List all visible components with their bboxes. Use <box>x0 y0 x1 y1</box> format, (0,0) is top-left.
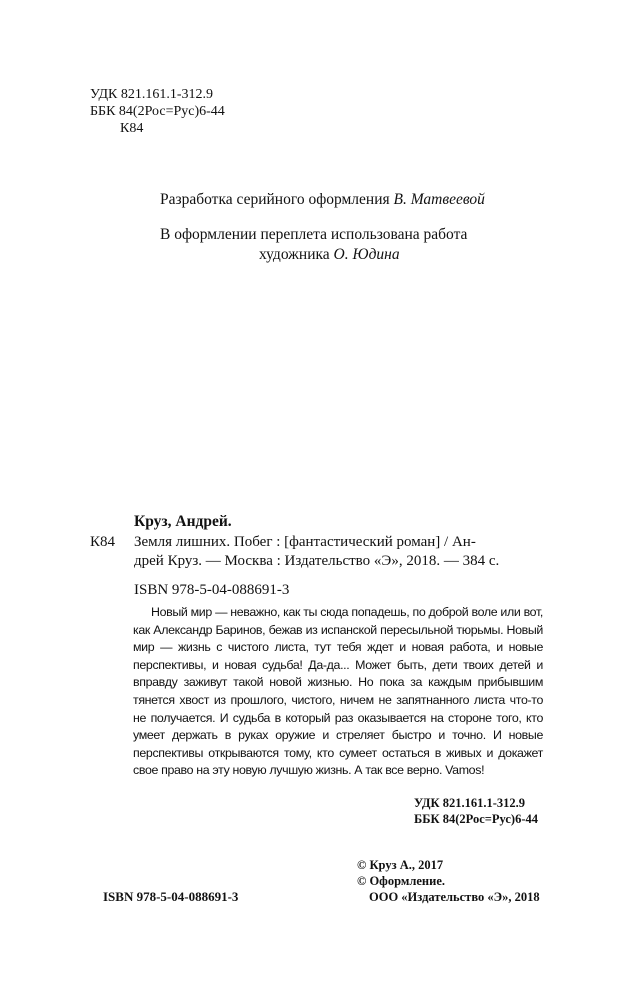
cover-artist-name: О. Юдина <box>333 246 400 263</box>
bib-isbn: ISBN 978-5-04-088691-3 <box>134 582 290 598</box>
copyright-publisher: ООО «Издательство «Э», 2018 <box>369 890 540 904</box>
footer-udk: УДК 821.161.1-312.9 <box>414 796 525 810</box>
bbk-code: ББК 84(2Рос=Рус)6-44 <box>90 104 225 119</box>
annotation-text: Новый мир — неважно, как ты сюда попадешь, по доброй воле или вот, как Александр Баринов, бежав из испанской пересыльной тюрьмы. Новый мир — жизнь с чистого листа, тут тебя ждет и новая работа, и новые перспективы, и новая судьба! Да-да... Может быть, дети твоих детей и вправду заживут такой новой жизнью. Но пока за каждым прибывшим тянется хвост из прошлого, чистого, ничем не запятнанного листа что-то не получается. И судьба в который раз оказывается на стороне того, кто умеет держать в руках оружие и стреляет быстро и точно. И новые перспективы открываются тому, кто сумеет остаться в живых и докажет свое право на эту новую лучшую жизнь. А так все верно. Vamos! <box>133 605 543 778</box>
footer-bbk: ББК 84(2Рос=Рус)6-44 <box>414 812 538 826</box>
series-design-label: Разработка серийного оформления <box>160 191 394 208</box>
bib-title-line2: дрей Круз. — Москва : Издательство «Э», 2018. — 384 с. <box>134 553 500 569</box>
copyright-design: © Оформление. <box>357 874 446 888</box>
cover-credit-line2 <box>259 245 400 265</box>
copyright-author: © Круз А., 2017 <box>357 858 444 872</box>
series-designer-name: В. Матвеевой <box>393 191 485 208</box>
udk-code: УДК 821.161.1-312.9 <box>90 87 214 102</box>
annotation <box>133 604 543 780</box>
cover-credit-line1: В оформлении переплета использована работа <box>160 226 468 243</box>
author-mark: К84 <box>120 121 144 136</box>
footer-isbn: ISBN 978-5-04-088691-3 <box>103 889 239 904</box>
bib-author: Круз, Андрей. <box>134 513 232 530</box>
bib-author-mark: К84 <box>90 534 116 550</box>
bib-title-line1: Земля лишних. Побег : [фантастический роман] / Ан- <box>134 534 476 550</box>
cover-artist-label: художника <box>259 246 334 263</box>
series-design-credit <box>160 190 485 210</box>
